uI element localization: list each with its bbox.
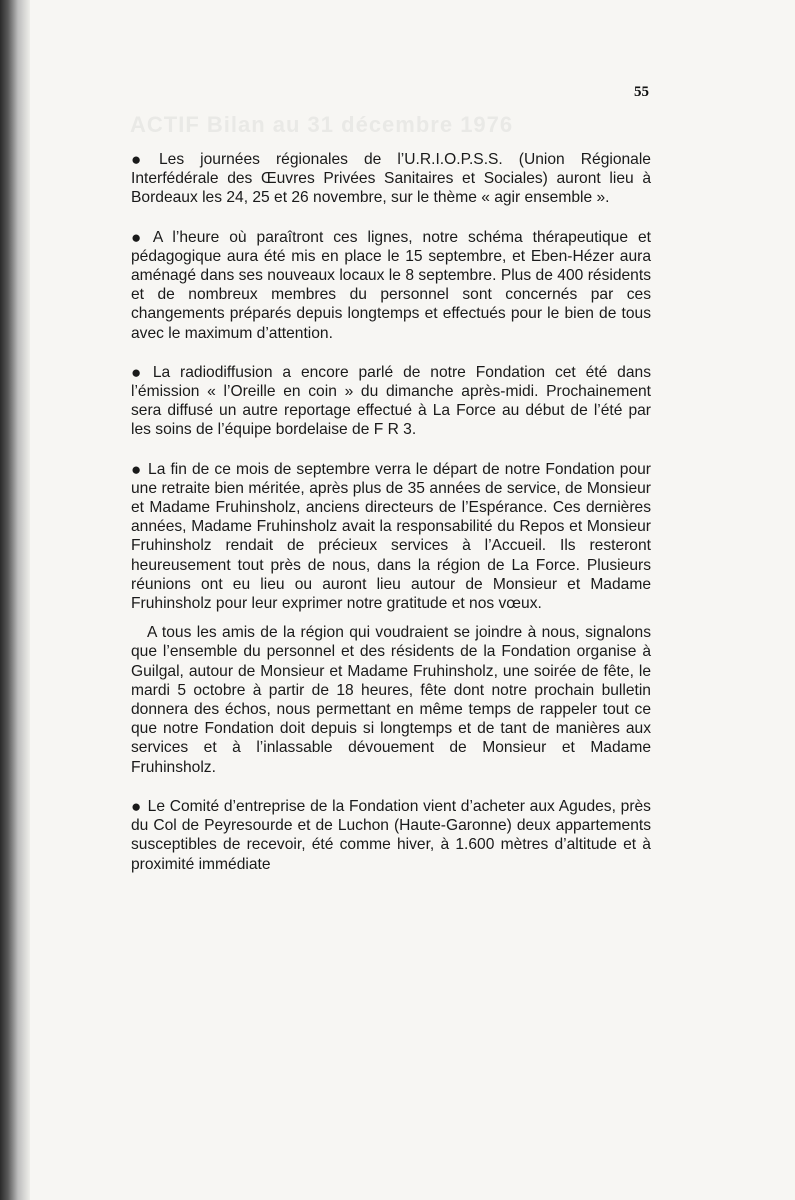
book-gutter (0, 0, 30, 1200)
paragraph-text: La fin de ce mois de septembre verra le départ de notre Fondation pour une retraite bien méritée, après plus de 35 années de service, de Monsieur et Madame Fruhinsholz, anciens directeurs de l’Espérance. Ces dernières années, Madame Fruhinsholz avait la responsabilité du Repos et Monsieur Fruhinsholz rendait de précieux services à l’Accueil. Ils resteront heureusement tout près de nous, dans la région de La Force. Plusieurs réunions ont eu lieu ou auront lieu autour de Monsieur et Madame Fruhinsholz pour leur exprimer notre gratitude et nos vœux. (131, 460, 651, 613)
paragraph-invitation (131, 623, 651, 777)
paragraph-uriopss (131, 150, 651, 208)
paragraph-text: A tous les amis de la région qui voudraient se joindre à nous, signalons que l’ensemble du personnel et des résidents de la Fondation organise à Guilgal, autour de Monsieur et Madame Fruhinsholz, une soirée de fête, le mardi 5 octobre à partir de 18 heures, fête dont notre prochain bulletin donnera des échos, nous permettant en même temps de rappeler tout ce que notre Fondation doit depuis si longtemps et de tant de manières aux services et à l’inlassable dévouement de Monsieur et Madame Fruhinsholz. (131, 624, 651, 776)
bullet-icon: ● (131, 459, 143, 479)
paragraph-text: Le Comité d’entreprise de la Fondation vient d’acheter aux Agudes, près du Col de Peyresourde et de Luchon (Haute-Garonne) deux appartements susceptibles de recevoir, été comme hiver, à 1.600 mètres d’altitude et à proximité immédiate (131, 797, 651, 873)
page-number: 55 (634, 84, 649, 100)
bullet-icon: ● (131, 362, 147, 382)
paragraph-retirement (131, 460, 651, 614)
paragraph-text: A l’heure où paraîtront ces lignes, notre schéma thérapeutique et pédagogique aura été mis en place le 15 septembre, et Eben-Hézer aura aménagé dans ses nouveaux locaux le 8 septembre. Plus de 400 résidents et de nombreux membres du personnel sont concernés par ces changements préparés depuis longtemps et effectués pour le bien de tous avec le maximum d’attention. (131, 228, 651, 342)
bullet-icon: ● (131, 796, 142, 816)
paragraph-text: Les journées régionales de l’U.R.I.O.P.S.S. (Union Régionale Interfédérale des Œuvres Privées Sanitaires et Sociales) auront lieu à Bordeaux les 24, 25 et 26 novembre, sur le thème « agir ensemble ». (131, 151, 651, 207)
paragraph-comite (131, 797, 651, 874)
paragraph-radio (131, 363, 651, 440)
bullet-icon: ● (131, 150, 153, 169)
paragraph-schema (131, 228, 651, 343)
bullet-icon: ● (131, 227, 147, 247)
paragraph-text: La radiodiffusion a encore parlé de notre Fondation cet été dans l’émission « l’Oreille en coin » du dimanche après-midi. Prochainement sera diffusé un autre reportage effectué à La Force au début de l’été par les soins de l’équipe bordelaise de F R 3. (131, 363, 651, 439)
page-body (131, 150, 651, 874)
bleed-through-text: ACTIF Bilan au 31 décembre 1976 (130, 112, 514, 137)
